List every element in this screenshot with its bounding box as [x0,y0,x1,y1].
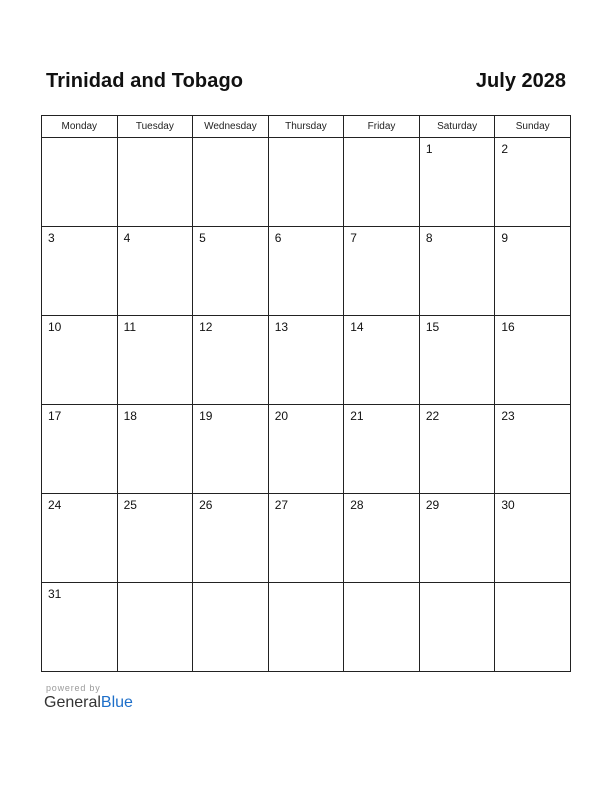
day-cell [193,494,269,583]
calendar-grid [41,115,571,672]
day-cell [268,227,344,316]
day-number [193,138,268,142]
weekday-wednesday: Wednesday [193,116,269,138]
day-cell [117,316,193,405]
day-cell [268,405,344,494]
day-cell [193,138,269,227]
powered-by-text: powered by [46,683,101,693]
day-number: 24 [48,498,62,512]
day-cell [42,138,118,227]
day-number: 21 [350,409,364,423]
day-cell [344,405,420,494]
weekday-monday: Monday [42,116,118,138]
week-row-5 [42,494,571,583]
day-number [344,138,419,142]
day-cell [42,227,118,316]
day-number: 31 [48,587,62,601]
day-cell [344,227,420,316]
day-number: 18 [123,409,137,423]
day-number: 15 [425,320,440,334]
day-number: 17 [48,409,62,423]
day-number [344,583,419,587]
day-cell [268,494,344,583]
day-number: 10 [48,320,62,334]
day-number [269,583,344,587]
day-cell [495,494,571,583]
weekday-header-row [42,116,571,138]
day-cell [344,583,420,672]
day-number: 12 [199,320,213,334]
weekday-thursday: Thursday [268,116,344,138]
day-number: 26 [199,498,213,512]
day-number: 8 [425,231,433,245]
week-row-4 [42,405,571,494]
day-cell [344,494,420,583]
day-cell [42,494,118,583]
day-number [420,583,495,587]
day-number: 25 [123,498,137,512]
day-number [118,138,193,142]
day-number: 9 [501,231,509,245]
day-cell [193,583,269,672]
day-cell [495,405,571,494]
day-number: 7 [350,231,357,245]
week-row-6 [42,583,571,672]
week-row-3 [42,316,571,405]
week-row-2 [42,227,571,316]
day-cell [495,138,571,227]
day-number: 19 [199,409,213,423]
day-cell [193,405,269,494]
weekday-sunday: Sunday [495,116,571,138]
day-number: 16 [501,320,515,334]
generalblue-logo[interactable] [44,683,133,712]
brand-general-text: General [44,694,101,711]
day-number [193,583,268,587]
brand-wordmark [44,694,133,712]
day-cell [419,405,495,494]
day-number: 27 [274,498,289,512]
day-number: 4 [123,231,131,245]
day-number [269,138,344,142]
day-cell [42,316,118,405]
calendar-header [46,70,566,100]
day-cell [268,583,344,672]
day-cell [344,316,420,405]
day-cell [117,405,193,494]
day-cell [268,138,344,227]
day-number: 3 [48,231,55,245]
day-cell [419,583,495,672]
brand-blue-text: Blue [100,694,133,711]
day-number: 28 [350,498,364,512]
day-cell [42,583,118,672]
day-number: 22 [425,409,440,423]
day-cell [419,316,495,405]
day-cell [42,405,118,494]
country-title: Trinidad and Tobago [46,70,244,92]
day-number: 13 [274,320,289,334]
day-number [118,583,193,587]
day-number: 20 [274,409,289,423]
day-cell [419,227,495,316]
day-cell [117,227,193,316]
day-cell [117,583,193,672]
day-cell [193,316,269,405]
day-cell [419,138,495,227]
day-cell [268,316,344,405]
day-cell [419,494,495,583]
day-cell [193,227,269,316]
day-number: 2 [501,142,509,156]
day-number: 23 [501,409,515,423]
weekday-tuesday: Tuesday [117,116,193,138]
day-cell [495,583,571,672]
month-year-title: July 2028 [475,70,566,92]
day-cell [495,316,571,405]
day-number: 1 [425,142,433,156]
day-number: 6 [274,231,282,245]
weekday-saturday: Saturday [419,116,495,138]
day-number: 29 [425,498,440,512]
week-row-1 [42,138,571,227]
day-number: 30 [501,498,515,512]
day-cell [495,227,571,316]
day-number [495,583,570,587]
day-number: 14 [350,320,364,334]
day-cell [344,138,420,227]
weekday-friday: Friday [344,116,420,138]
day-cell [117,138,193,227]
day-number: 11 [123,320,137,334]
day-number: 5 [199,231,206,245]
day-cell [117,494,193,583]
day-number [42,138,117,142]
